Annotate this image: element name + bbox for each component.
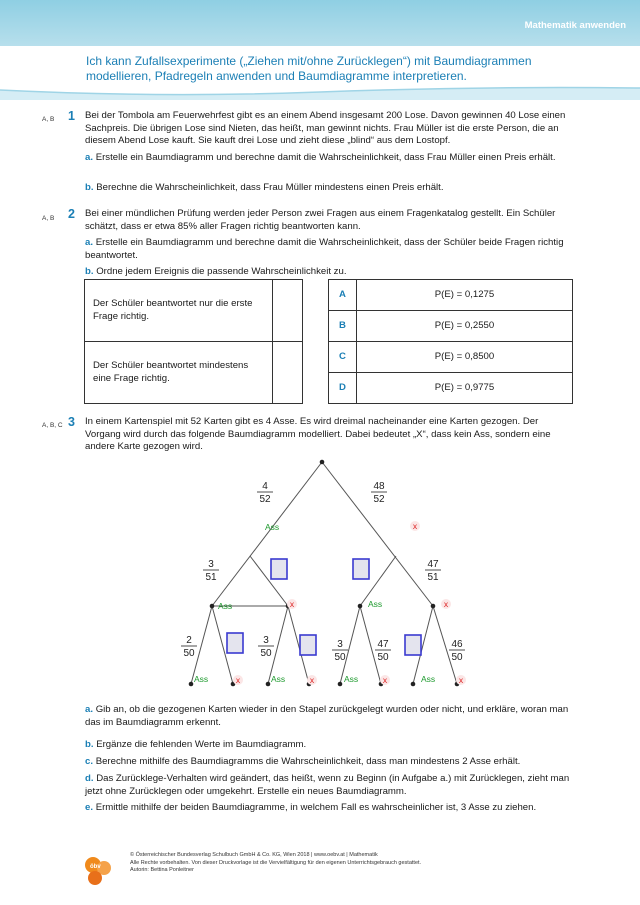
task2-number: 2	[68, 207, 75, 221]
task3-d-label: d.	[85, 773, 94, 784]
task2-tag: A, B	[42, 215, 55, 222]
task2-text: Bei einer mündlichen Prüfung werden jeder Person zwei Fragen aus einem Fragenkatalog gestellt. Ein Schüler schätzt, dass er etwa 85% aller Fragen richtig beantworten kann.	[85, 208, 556, 232]
fraction-denominator: 50	[260, 648, 272, 659]
fraction-numerator: 4	[262, 481, 268, 492]
footer	[130, 852, 421, 875]
ass-label: Ass	[271, 674, 286, 684]
fraction-numerator: 3	[337, 639, 343, 650]
x-label: x	[289, 599, 295, 609]
ass-label: Ass	[218, 601, 233, 611]
learning-goal: Ich kann Zufallsexperimente („Ziehen mit/ohne Zurücklegen“) mit Baumdiagrammen modellieren, Pfadregeln anwenden und Baumdiagramme interpretieren.	[86, 54, 532, 83]
tree-root-node	[320, 460, 325, 465]
event-row	[85, 280, 303, 342]
task1-number: 1	[68, 109, 75, 123]
answer-box[interactable]	[271, 559, 287, 579]
x-label: x	[235, 675, 241, 685]
x-label: x	[309, 675, 315, 685]
fraction-denominator: 50	[377, 652, 389, 663]
fraction-numerator: 2	[186, 635, 192, 646]
task1-b	[85, 182, 575, 195]
tree-node	[210, 604, 215, 609]
task2-a-label: a.	[85, 237, 94, 248]
ass-label: Ass	[421, 674, 436, 684]
event-row	[85, 342, 303, 404]
fraction-numerator: 48	[373, 481, 385, 492]
x-label: x	[458, 675, 464, 685]
fraction-numerator: 3	[263, 635, 269, 646]
option-row	[329, 280, 573, 311]
task1-a-label: a.	[85, 152, 94, 163]
x-label: x	[382, 675, 388, 685]
footer-copyright: © Österreichischer Bundesverlag Schulbuch GmbH & Co. KG, Wien 2018 | www.oebv.at | Mathematik	[130, 852, 378, 858]
task3-e-label: e.	[85, 802, 94, 813]
fraction-denominator: 52	[259, 494, 271, 505]
task1-tag: A, B	[42, 116, 55, 123]
fraction-denominator: 51	[205, 572, 217, 583]
fraction-numerator: 46	[451, 639, 463, 650]
task3-c-label: c.	[85, 756, 94, 767]
tree-diagram	[160, 452, 490, 694]
task3-number: 3	[68, 415, 75, 429]
task3-d	[85, 773, 575, 798]
task3-tag: A, B, C	[42, 422, 63, 429]
fraction-numerator: 47	[377, 639, 389, 650]
answer-box[interactable]	[353, 559, 369, 579]
answer-box[interactable]	[273, 280, 303, 342]
task3-d-text: Das Zurücklege-Verhalten wird geändert, das heißt, wenn zu Beginn (in Aufgabe a.) mit Zurücklegen, zieht man jetzt ohne Zurücklegen oder umgekehrt. Erstelle ein neues Baumdiagramm.	[85, 773, 570, 797]
task1-a-text: Erstelle ein Baumdiagramm und berechne damit die Wahrscheinlichkeit, dass Frau Müller einen Preis erhält.	[95, 152, 556, 163]
answer-box[interactable]	[227, 633, 243, 653]
event-text: Der Schüler beantwortet nur die erste Frage richtig.	[85, 280, 273, 342]
task1-text: Bei der Tombola am Feuerwehrfest gibt es an einem Abend insgesamt 200 Lose. Davon gewinnen 40 Lose einen Sachpreis. Die übrigen Lose sind Nieten, das heißt, man gewinnt nichts. Frau Müller ist die erste Person, die an diesem Abend Lose kauft. Sie kauft drei Lose und zieht diese „blind“ aus dem Lostopf.	[85, 110, 566, 146]
task3-a-text: Gib an, ob die gezogenen Karten wieder in den Stapel zurückgelegt wurden oder nicht, und erkläre, woran man das im Baumdiagramm erkennt.	[85, 704, 569, 728]
fraction-denominator: 52	[373, 494, 385, 505]
task2-b-label: b.	[85, 266, 94, 277]
task2-b	[85, 266, 575, 279]
ass-label: Ass	[344, 674, 359, 684]
task3-a	[85, 704, 575, 729]
tree-node	[431, 604, 436, 609]
logo-text: öbv	[90, 864, 101, 870]
footer-author: Autorin: Bettina Ponleitner	[130, 867, 194, 873]
answer-box[interactable]	[300, 635, 316, 655]
probability-table	[328, 279, 573, 404]
event-table	[84, 279, 303, 404]
task3-b-label: b.	[85, 739, 94, 750]
tree-node	[358, 604, 363, 609]
option-key: A	[329, 280, 357, 311]
task3-e	[85, 802, 575, 815]
task3-c	[85, 756, 575, 769]
task1-a	[85, 152, 575, 165]
task3-text: In einem Kartenspiel mit 52 Karten gibt es 4 Asse. Es wird dreimal nacheinander eine Karten gezogen. Der Vorgang wird durch das folgende Baumdiagramm modelliert. Dabei bedeutet „X“, dass kein Ass, sondern eine andere Karte gezogen wird.	[85, 416, 551, 452]
answer-box[interactable]	[273, 342, 303, 404]
task1-b-label: b.	[85, 182, 94, 193]
option-row	[329, 311, 573, 342]
option-key: D	[329, 373, 357, 404]
header-title: Mathematik anwenden	[524, 20, 626, 31]
header-band	[0, 0, 640, 46]
fraction-numerator: 47	[427, 559, 439, 570]
fraction-denominator: 51	[427, 572, 439, 583]
task3-e-text: Ermittle mithilfe der beiden Baumdiagramme, in welchem Fall es wahrscheinlicher ist, 3 Asse zu ziehen.	[95, 802, 537, 813]
task2-b-text: Ordne jedem Ereignis die passende Wahrscheinlichkeit zu.	[96, 266, 347, 277]
option-value: P(E) = 0,2550	[357, 311, 573, 342]
ass-label: Ass	[194, 674, 209, 684]
ass-label: Ass	[368, 599, 383, 609]
event-text: Der Schüler beantwortet mindestens eine Frage richtig.	[85, 342, 273, 404]
tree-leaf	[411, 682, 416, 687]
option-value: P(E) = 0,1275	[357, 280, 573, 311]
task3-b-text: Ergänze die fehlenden Werte im Baumdiagramm.	[96, 739, 307, 750]
option-row	[329, 373, 573, 404]
task2-a	[85, 237, 575, 262]
answer-box[interactable]	[405, 635, 421, 655]
task3-b	[85, 739, 575, 752]
option-key: C	[329, 342, 357, 373]
x-label: x	[412, 521, 418, 531]
option-value: P(E) = 0,9775	[357, 373, 573, 404]
tree-leaf	[266, 682, 271, 687]
ass-label: Ass	[265, 522, 280, 532]
fraction-numerator: 3	[208, 559, 214, 570]
fraction-denominator: 50	[183, 648, 195, 659]
footer-rights: Alle Rechte vorbehalten. Von dieser Druckvorlage ist die Vervielfältigung für den eigenen Unterrichtsgebrauch gestattet.	[130, 859, 422, 866]
task3-a-label: a.	[85, 704, 94, 715]
option-value: P(E) = 0,8500	[357, 342, 573, 373]
task1-b-text: Berechne die Wahrscheinlichkeit, dass Frau Müller mindestens einen Preis erhält.	[96, 182, 444, 193]
fraction-denominator: 50	[334, 652, 346, 663]
tree-leaf	[189, 682, 194, 687]
publisher-logo	[82, 854, 116, 888]
option-key: B	[329, 311, 357, 342]
task3-c-text: Berechne mithilfe des Baumdiagramms die Wahrscheinlichkeit, dass man mindestens 2 Asse erhält.	[95, 756, 521, 767]
task2-a-text: Erstelle ein Baumdiagramm und berechne damit die Wahrscheinlichkeit, dass der Schüler beide Fragen richtig beantwortet.	[85, 237, 564, 261]
header-wave	[0, 84, 640, 100]
fraction-denominator: 50	[451, 652, 463, 663]
tree-leaf	[338, 682, 343, 687]
x-label: x	[443, 599, 449, 609]
option-row	[329, 342, 573, 373]
